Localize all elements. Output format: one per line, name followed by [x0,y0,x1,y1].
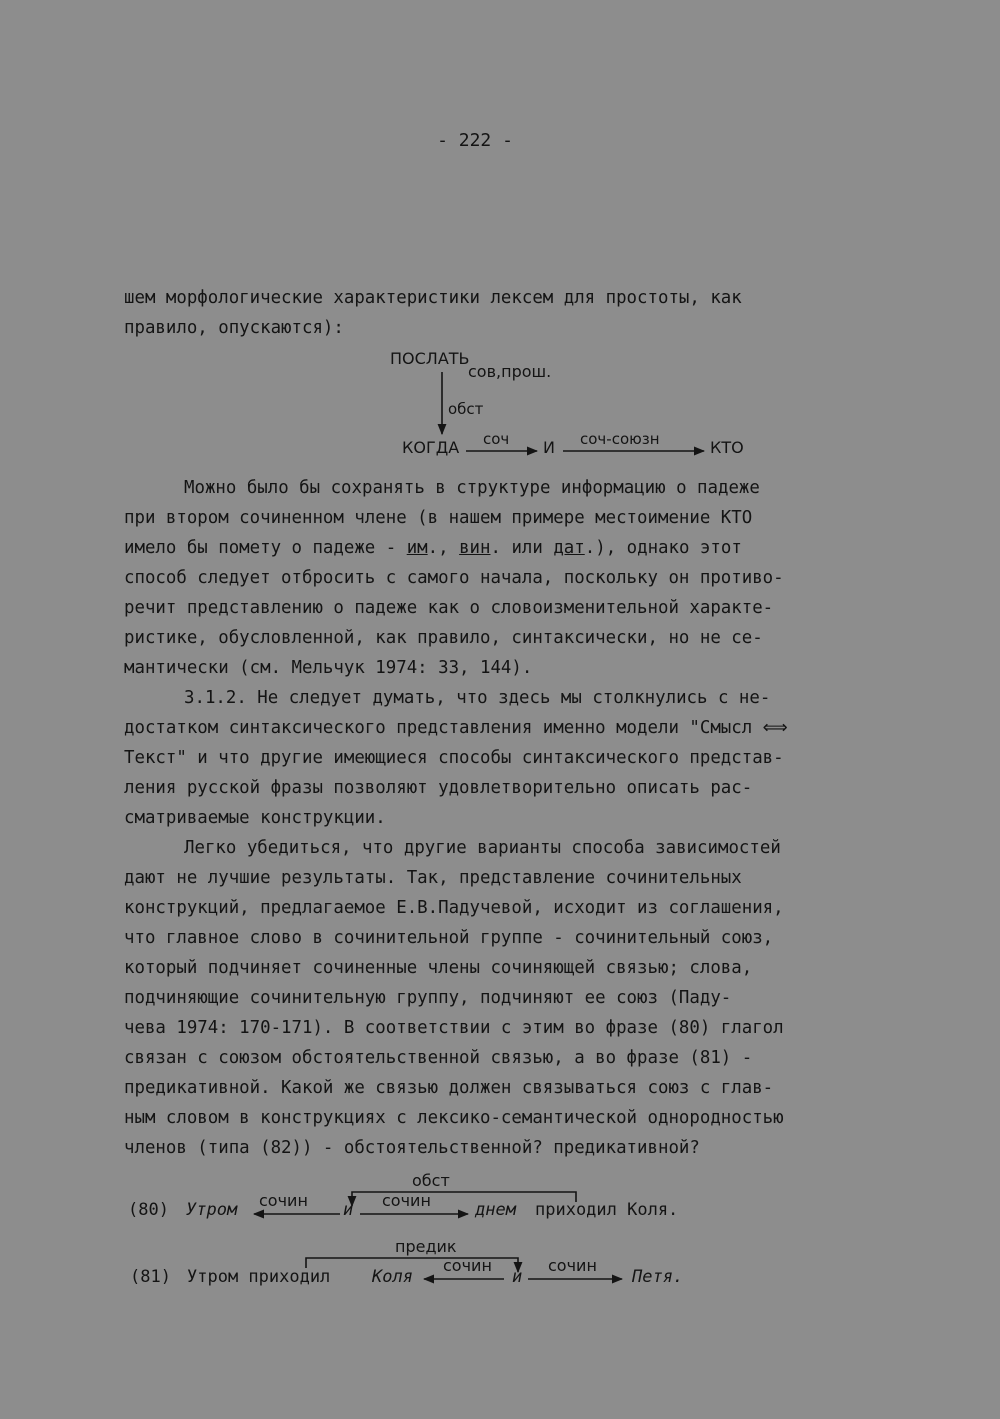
word-petya: Петя. [632,1267,684,1287]
text-line: мантически (см. Мельчук 1974: 33, 144). [124,658,533,678]
word-i: и [512,1267,523,1287]
arc-label-sochin: сочин [443,1256,492,1275]
node-kto: КТО [710,438,744,457]
text-line: достатком синтаксического представления именно модели "Смысл ⟺ [124,718,788,738]
text-line: ристике, обусловленной, как правило, синтаксически, но не се- [124,628,763,648]
text-line: Текст" и что другие имеющиеся способы синтаксического представ- [124,748,784,768]
word-dnem: днем [475,1200,516,1220]
example-number: (81) [130,1267,171,1287]
text-line: Можно было бы сохранять в структуре информацию о падеже [184,478,760,498]
text-line: сматриваемые конструкции. [124,808,386,828]
arc-label-sochin: сочин [259,1191,308,1210]
node-poslat-features: сов,прош. [468,362,552,381]
text-line: членов (типа (82)) - обстоятельственной? предикативной? [124,1138,700,1158]
text-line: чева 1974: 170-171). В соответствии с этим во фразе (80) глагол [124,1018,784,1038]
text-line: при втором сочиненном члене (в нашем примере местоимение КТО [124,508,753,528]
node-i: И [543,438,555,457]
text-line: предикативной. Какой же связью должен связываться союз с глав- [124,1078,774,1098]
text-line: имело бы помету о падеже - им., вин. или дат.), однако этот [124,538,742,558]
word-i: и [343,1200,354,1220]
word-kolya: Коля [372,1267,413,1287]
node-kogda: КОГДА [402,438,460,457]
text-line: дают не лучшие результаты. Так, представление сочинительных [124,868,742,888]
page-number: - 222 - [437,130,513,151]
sentence-start: Утром приходил [187,1267,331,1287]
arc-label-soch: соч [483,430,510,448]
text-line: связан с союзом обстоятельственной связью, а во фразе (81) - [124,1048,753,1068]
text-line: правило, опускаются): [124,318,344,338]
arc-label-soch-soyuzn: соч-союзн [580,430,660,448]
arc-label-sochin: сочин [548,1256,597,1275]
arrow-predik-top [306,1258,518,1272]
example-number: (80) [128,1200,169,1220]
text-line: речит представлению о падеже как о словоизменительной характе- [124,598,774,618]
text-line: 3.1.2. Не следует думать, что здесь мы столкнулись с не- [184,688,771,708]
arc-label-sochin: сочин [382,1191,431,1210]
sentence-rest: приходил Коля. [535,1200,679,1220]
word-utrom: Утром [186,1200,238,1220]
text-line: способ следует отбросить с самого начала, поскольку он противо- [124,568,784,588]
text-line: ления русской фразы позволяют удовлетворительно описать рас- [124,778,753,798]
arc-label-obst: обст [448,400,484,418]
text-line: шем морфологические характеристики лексем для простоты, как [124,288,742,308]
text-line: ным словом в конструкциях с лексико-семантической однородностью [124,1108,784,1128]
arc-label-predik: предик [395,1237,457,1256]
text-line: что главное слово в сочинительной группе - сочинительный союз, [124,928,774,948]
text-line: который подчиняет сочиненные члены сочиняющей связью; слова, [124,958,753,978]
arc-label-obst: обст [412,1171,450,1190]
arrow-obst-top [352,1192,576,1206]
text-line: Легко убедиться, что другие варианты способа зависимостей [184,838,781,858]
text-line: конструкций, предлагаемое Е.В.Падучевой, исходит из соглашения, [124,898,784,918]
node-poslat: ПОСЛАТЬ [390,349,470,368]
text-line: подчиняющие сочинительную группу, подчиняют ее союз (Паду- [124,988,732,1008]
